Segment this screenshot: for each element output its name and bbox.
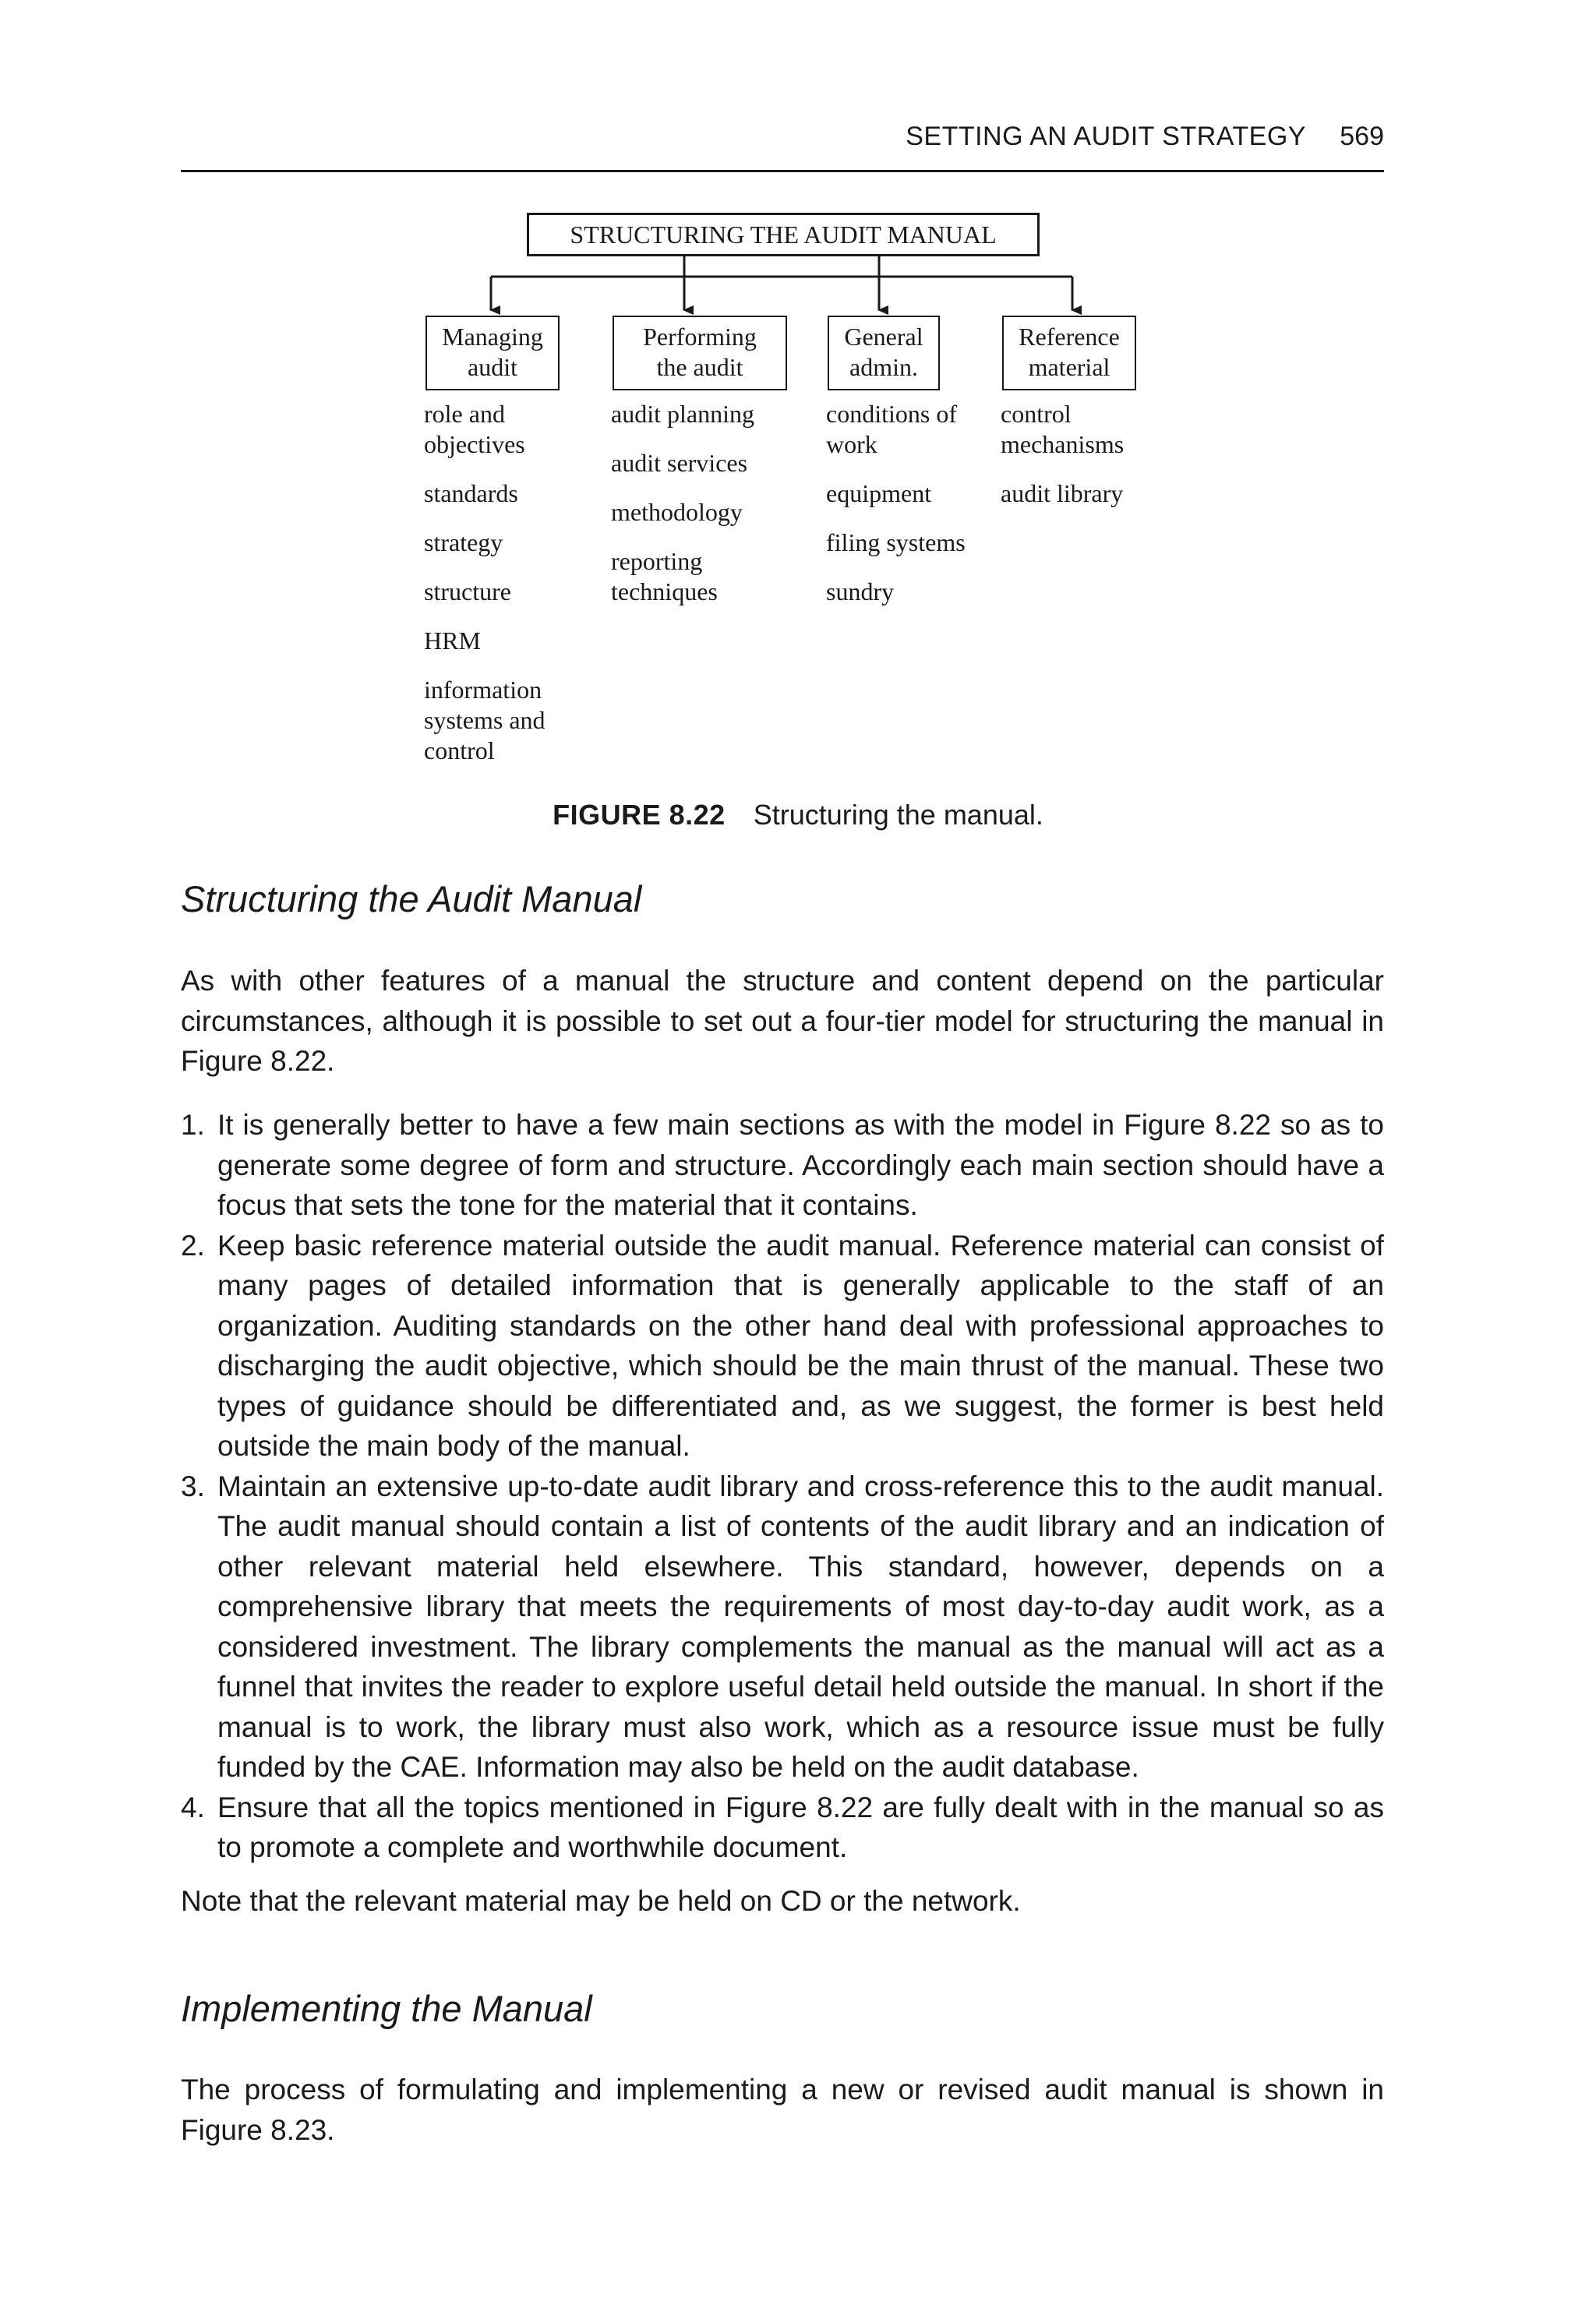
- list-item: reporting techniques: [611, 547, 718, 605]
- general-admin-items: [826, 399, 990, 626]
- category-label-line2: material: [1028, 353, 1110, 381]
- category-box-reference-material: [1002, 316, 1136, 390]
- list-number: 1.: [181, 1109, 205, 1141]
- figure-caption-text: Structuring the manual.: [753, 799, 1043, 831]
- category-label-line1: Performing: [643, 323, 757, 351]
- running-title: SETTING AN AUDIT STRATEGY: [906, 122, 1306, 151]
- list-number: 3.: [181, 1470, 205, 1502]
- list-item: control mechanisms: [1001, 400, 1125, 458]
- list-item: standards: [424, 479, 518, 507]
- performing-audit-items: [611, 399, 767, 626]
- numbered-list: [181, 1105, 1384, 1868]
- figure-caption: [0, 799, 1596, 831]
- list-item: filing systems: [826, 528, 966, 556]
- list-text: Ensure that all the topics mentioned in Figure 8.22 are fully dealt with in the manual so as to promote a complete and worthwhile document.: [217, 1791, 1384, 1863]
- category-box-managing-audit: [425, 316, 560, 390]
- list-number: 4.: [181, 1791, 205, 1823]
- category-label-line1: Managing: [442, 323, 543, 351]
- figure-structuring-manual: [0, 0, 1596, 857]
- list-item: [181, 1226, 1384, 1467]
- list-item: conditions of work: [826, 400, 957, 458]
- list-item: audit library: [1001, 479, 1124, 507]
- category-label-line1: General: [844, 323, 923, 351]
- category-label-line2: audit: [468, 353, 517, 381]
- list-text: It is generally better to have a few main sections as with the model in Figure 8.22 so as to generate some degree of form and structure. Accordingly each main section should have a focus that sets the tone for the material that it contains.: [217, 1109, 1384, 1221]
- list-item: [181, 1467, 1384, 1788]
- category-box-general-admin: [828, 316, 940, 390]
- section-heading: Structuring the Audit Manual: [181, 878, 642, 919]
- list-item: role and objectives: [424, 400, 525, 458]
- intro-paragraph: As with other features of a manual the structure and content depend on the particular circumstances, although it is possible to set out a four-tier model for structuring the manual in Figure 8.22.: [181, 965, 1384, 1077]
- list-item: methodology: [611, 498, 743, 526]
- section-heading: Implementing the Manual: [181, 1988, 592, 2029]
- managing-audit-items: [424, 399, 564, 785]
- list-item: [181, 1788, 1384, 1868]
- category-label-line2: admin.: [849, 353, 918, 381]
- list-text: Maintain an extensive up-to-date audit library and cross-reference this to the audit manual. The audit manual should contain a list of contents of the audit library and an indication of other relevant material held elsewhere. This standard, however, depends on a comprehensive library that meets the requirements of most day-to-day audit work, as a considered investment. The library complements the manual as the manual will act as a funnel that invites the reader to explore useful detail held outside the manual. In short if the manual is to work, the library must also work, which as a resource issue must be fully funded by the CAE. Information may also be held on the audit database.: [217, 1470, 1384, 1783]
- list-item: [181, 1105, 1384, 1226]
- category-box-performing-audit: [613, 316, 787, 390]
- list-item: information systems and control: [424, 676, 546, 764]
- category-label-line2: the audit: [656, 353, 743, 381]
- implementing-paragraph: The process of formulating and implementing a new or revised audit manual is shown in Figure 8.23.: [181, 2074, 1384, 2146]
- note-paragraph: Note that the relevant material may be held on CD or the network.: [181, 1885, 1021, 1917]
- page-number: 569: [1340, 122, 1384, 151]
- list-number: 2.: [181, 1229, 205, 1262]
- list-item: sundry: [826, 577, 895, 605]
- list-item: structure: [424, 577, 511, 605]
- list-item: audit planning: [611, 400, 754, 428]
- list-item: audit services: [611, 449, 748, 477]
- list-item: HRM: [424, 627, 481, 655]
- list-item: equipment: [826, 479, 932, 507]
- figure-caption-label: FIGURE 8.22: [553, 799, 726, 831]
- list-text: Keep basic reference material outside the audit manual. Reference material can consist of many pages of detailed information that is generally applicable to the staff of an organization. Auditing standards on the other hand deal with professional approaches to discharging the audit objective, which should be the main thrust of the manual. These two types of guidance should be differentiated and, as we suggest, the former is best held outside the main body of the manual.: [217, 1229, 1384, 1462]
- list-item: strategy: [424, 528, 503, 556]
- reference-material-items: [1001, 399, 1156, 528]
- category-label-line1: Reference: [1019, 323, 1120, 351]
- diagram-connectors: [0, 0, 1596, 327]
- diagram-root-box: STRUCTURING THE AUDIT MANUAL: [527, 213, 1040, 256]
